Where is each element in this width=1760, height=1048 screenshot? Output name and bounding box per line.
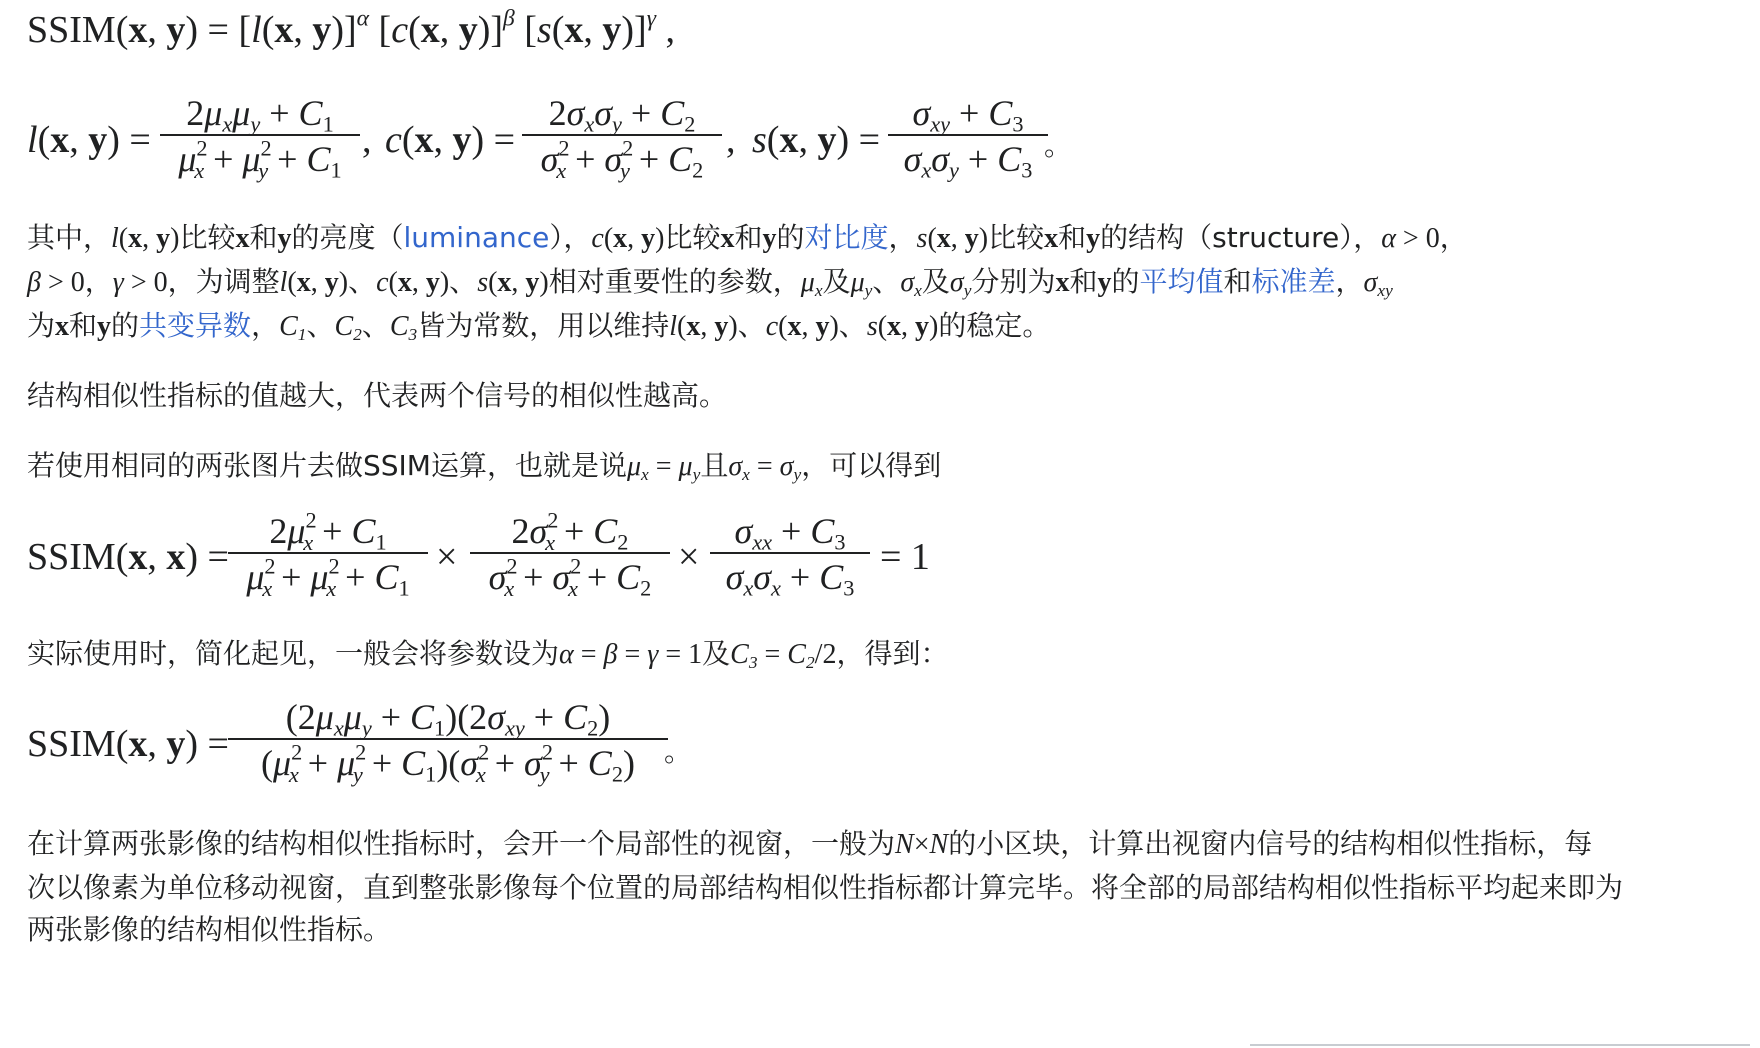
- comma: ,: [362, 119, 372, 161]
- ssim-simplified-lhs: SSIM(x, y) =: [27, 723, 229, 765]
- paragraph-window-line1: 在计算两张影像的结构相似性指标时，会开一个局部性的视窗，一般为N×N的小区块，计算出视窗内信号的结构相似性指标，每: [27, 827, 1593, 860]
- ssim-same-fraction-1: $\frac{2\mu^2_x + C_1}{\mu^2_x + \mu^2_x + C_1}$: [228, 510, 428, 598]
- ssim-definition-equation: SSIM(x, y) = [l(x, y)]$^\alpha$ [c(x, y)]$^\beta$ [s(x, y)]$^\gamma$ ,: [27, 5, 675, 51]
- ssim-same-fraction-3: $\sigma_{xx} + C_3$ $\sigma_x\sigma_x + C_3$: [710, 510, 870, 598]
- luminance-function-lhs: l(x, y) =: [27, 119, 151, 161]
- paragraph-window-line2: 次以像素为单位移动视窗，直到整张影像每个位置的局部结构相似性指标都计算完毕。将全部的局部结构相似性指标平均起来即为: [27, 871, 1624, 904]
- times-symbol: ×: [678, 536, 700, 578]
- covariance-link[interactable]: 共变异数: [139, 309, 252, 342]
- paragraph-definitions-line3: 为x和y的共变异数，$C_1$、$C_2$、$C_3$皆为常数，用以维持l(x, y)、c(x, y)、s(x, y)的稳定。: [27, 309, 1051, 345]
- contrast-link[interactable]: 对比度: [804, 221, 889, 254]
- period: 。: [1044, 131, 1073, 162]
- ssim-same-image-lhs: SSIM(x, x) =: [27, 536, 229, 578]
- std-link[interactable]: 标准差: [1251, 265, 1336, 298]
- mean-link[interactable]: 平均值: [1139, 265, 1224, 298]
- paragraph-definitions-line1: 其中，l(x, y)比较x和y的亮度（luminance），c(x, y)比较x和y的对比度，s(x, y)比较x和y的结构（structure），α > 0，: [27, 221, 1468, 254]
- ssim-same-fraction-2: $\frac{2\sigma^2_x + C_2}{\sigma^2_x + \sigma^2_x + C_2}$: [470, 510, 670, 598]
- paragraph-definitions-line2: β > 0，γ > 0，为调整l(x, y)、c(x, y)、s(x, y)相对重要性的参数，$\mu_x$及$\mu_y$、$\sigma_x$及$\sigma_y$分别为x和y的平均值和标准差，$\sigma_{xy}$: [27, 265, 1393, 301]
- equals-one: = 1: [880, 536, 930, 578]
- luminance-link[interactable]: luminance: [403, 221, 550, 254]
- ssim-simplified-fraction: $(2\mu_x\mu_y + C_1)(2\sigma_{xy} + C_2)$ $(\mu^2_x + \mu^2_y + C_1)(\sigma^2_x + \sigma^2_y + C_2)$: [228, 696, 668, 784]
- paragraph-interpretation: 结构相似性指标的值越大，代表两个信号的相似性越高。: [27, 379, 728, 412]
- paragraph-simplification: 实际使用时，简化起见，一般会将参数设为α = β = γ = 1及$C_3 = C_2/2$，得到：: [27, 637, 949, 673]
- structure-function-lhs: s(x, y) =: [752, 119, 881, 161]
- luminance-fraction: $2\mu_x\mu_y + C_1$ $\mu^2_x + \mu^2_y + C_1$: [160, 92, 360, 180]
- period: 。: [664, 737, 693, 768]
- paragraph-same-image: 若使用相同的两张图片去做SSIM运算，也就是说$\mu_x = \mu_y$且$\sigma_x = \sigma_y$，可以得到: [27, 449, 942, 485]
- comma: ,: [726, 119, 736, 161]
- times-symbol: ×: [436, 536, 458, 578]
- contrast-fraction: $2\sigma_x\sigma_y + C_2$ $\sigma^2_x + \sigma^2_y + C_2$: [522, 92, 722, 180]
- divider: [1250, 1044, 1750, 1046]
- paragraph-window-line3: 两张影像的结构相似性指标。: [27, 913, 392, 946]
- contrast-function-lhs: c(x, y) =: [385, 119, 516, 161]
- structure-fraction: $\sigma_{xy} + C_3$ $\sigma_x\sigma_y + C_3$: [888, 92, 1048, 180]
